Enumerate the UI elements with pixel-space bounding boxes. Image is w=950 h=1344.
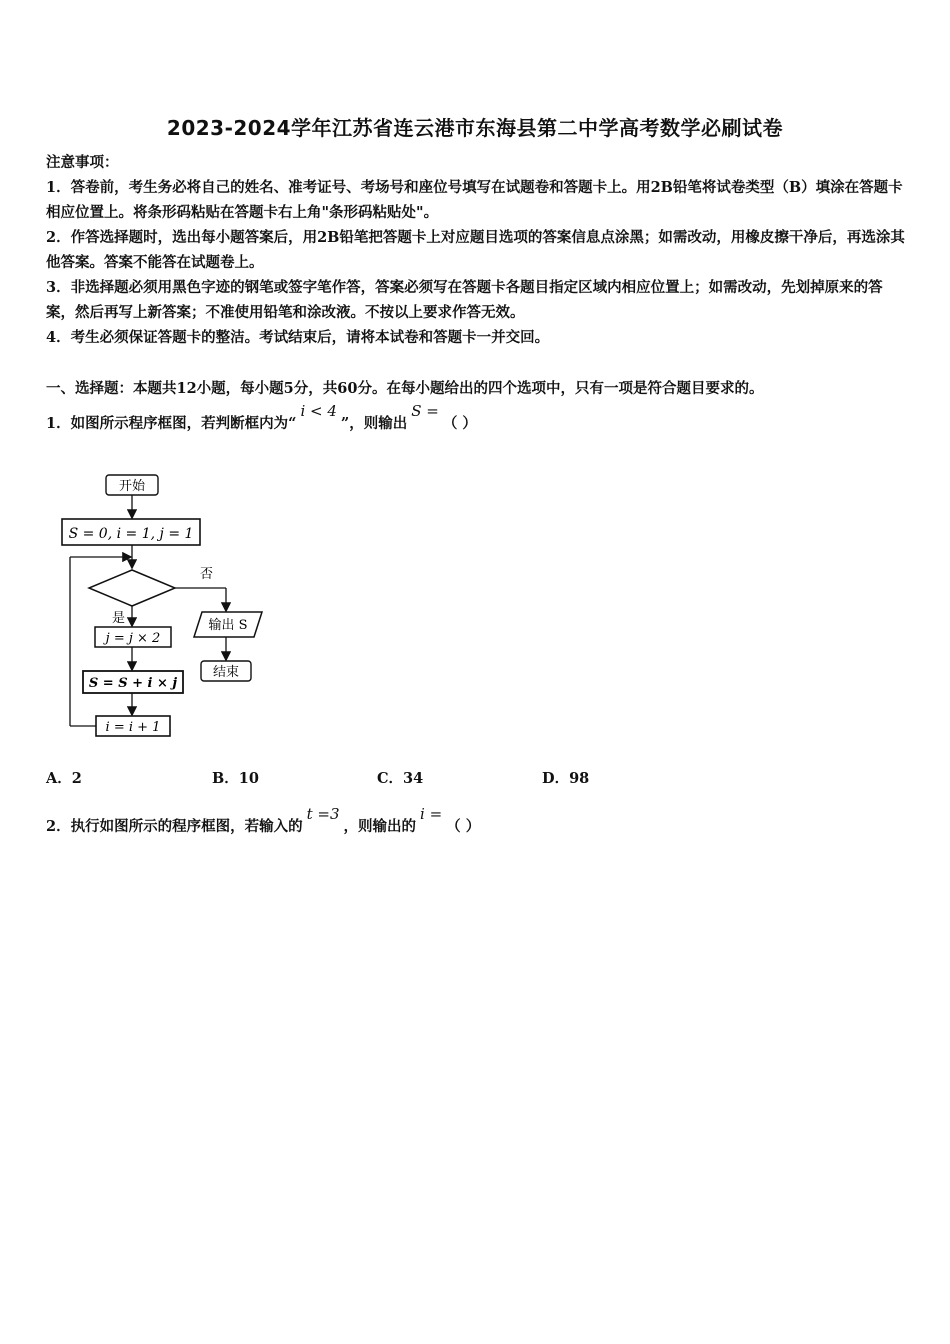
option-c[interactable]: C．34	[377, 770, 424, 787]
q2-output-math: i =	[420, 805, 443, 823]
flow-start-label: 开始	[118, 479, 146, 494]
flow-step2-label: S = S + i × j	[88, 676, 178, 691]
q1-middle: ”，则输出	[340, 415, 408, 432]
notice-item-4: 4．考生必须保证答题卡的整洁。考试结束后，请将本试卷和答题卡一并交回。	[46, 329, 550, 346]
notice-heading: 注意事项：	[46, 154, 119, 171]
q2-answer-paren: （ ）	[446, 818, 481, 835]
option-a[interactable]: A．2	[46, 770, 82, 787]
flow-step1-label: j = j × 2	[105, 631, 161, 646]
q1-output-math: S =	[411, 402, 439, 420]
flow-no-label: 否	[200, 567, 214, 582]
question-2	[46, 805, 908, 839]
section-heading: 一、选择题：本题共12小题，每小题5分，共60分。在每小题给出的四个选项中，只有一项是符合题目要求的。	[46, 380, 764, 397]
q1-answer-paren: （ ）	[442, 415, 477, 432]
page-title: 2023-2024学年江苏省连云港市东海县第二中学高考数学必刷试卷	[166, 116, 784, 140]
flow-yes-label: 是	[112, 611, 126, 626]
option-b[interactable]: B．10	[212, 770, 259, 787]
q2-input-math: t =3	[306, 805, 340, 823]
option-d[interactable]: D．98	[542, 770, 590, 787]
flowchart-q1	[40, 462, 280, 762]
flow-init-label: S = 0, i = 1, j = 1	[68, 526, 194, 542]
q1-condition-math: i < 4	[300, 402, 337, 420]
q2-prefix: 2．执行如图所示的程序框图，若输入的	[46, 818, 303, 835]
flow-step3-label: i = i + 1	[105, 720, 161, 735]
flow-output-label: 输出 S	[208, 618, 248, 633]
q2-middle: ，则输出的	[343, 818, 417, 835]
notice-item-2: 2．作答选择题时，选出每小题答案后，用2B铅笔把答题卡上对应题目选项的答案信息点涂黑；如需改动，用橡皮擦干净后，再选涂其他答案。答案不能答在试题卷上。	[46, 229, 905, 271]
flow-decision-diamond	[89, 570, 175, 606]
notice-item-3: 3．非选择题必须用黑色字迹的钢笔或签字笔作答，答案必须写在答题卡各题目指定区域内相应位置上；如需改动，先划掉原来的答案，然后再写上新答案；不准使用铅笔和涂改液。不按以上要求作答无效。	[46, 279, 883, 321]
flow-end-label: 结束	[212, 665, 240, 680]
notice-item-1: 1．答卷前，考生务必将自己的姓名、准考证号、考场号和座位号填写在试题卷和答题卡上。用2B铅笔将试卷类型（B）填涂在答题卡相应位置上。将条形码粘贴在答题卡右上角"条形码粘贴处"。	[46, 179, 903, 221]
question-1	[46, 402, 908, 436]
q1-prefix: 1．如图所示程序框图，若判断框内为“	[46, 415, 297, 432]
